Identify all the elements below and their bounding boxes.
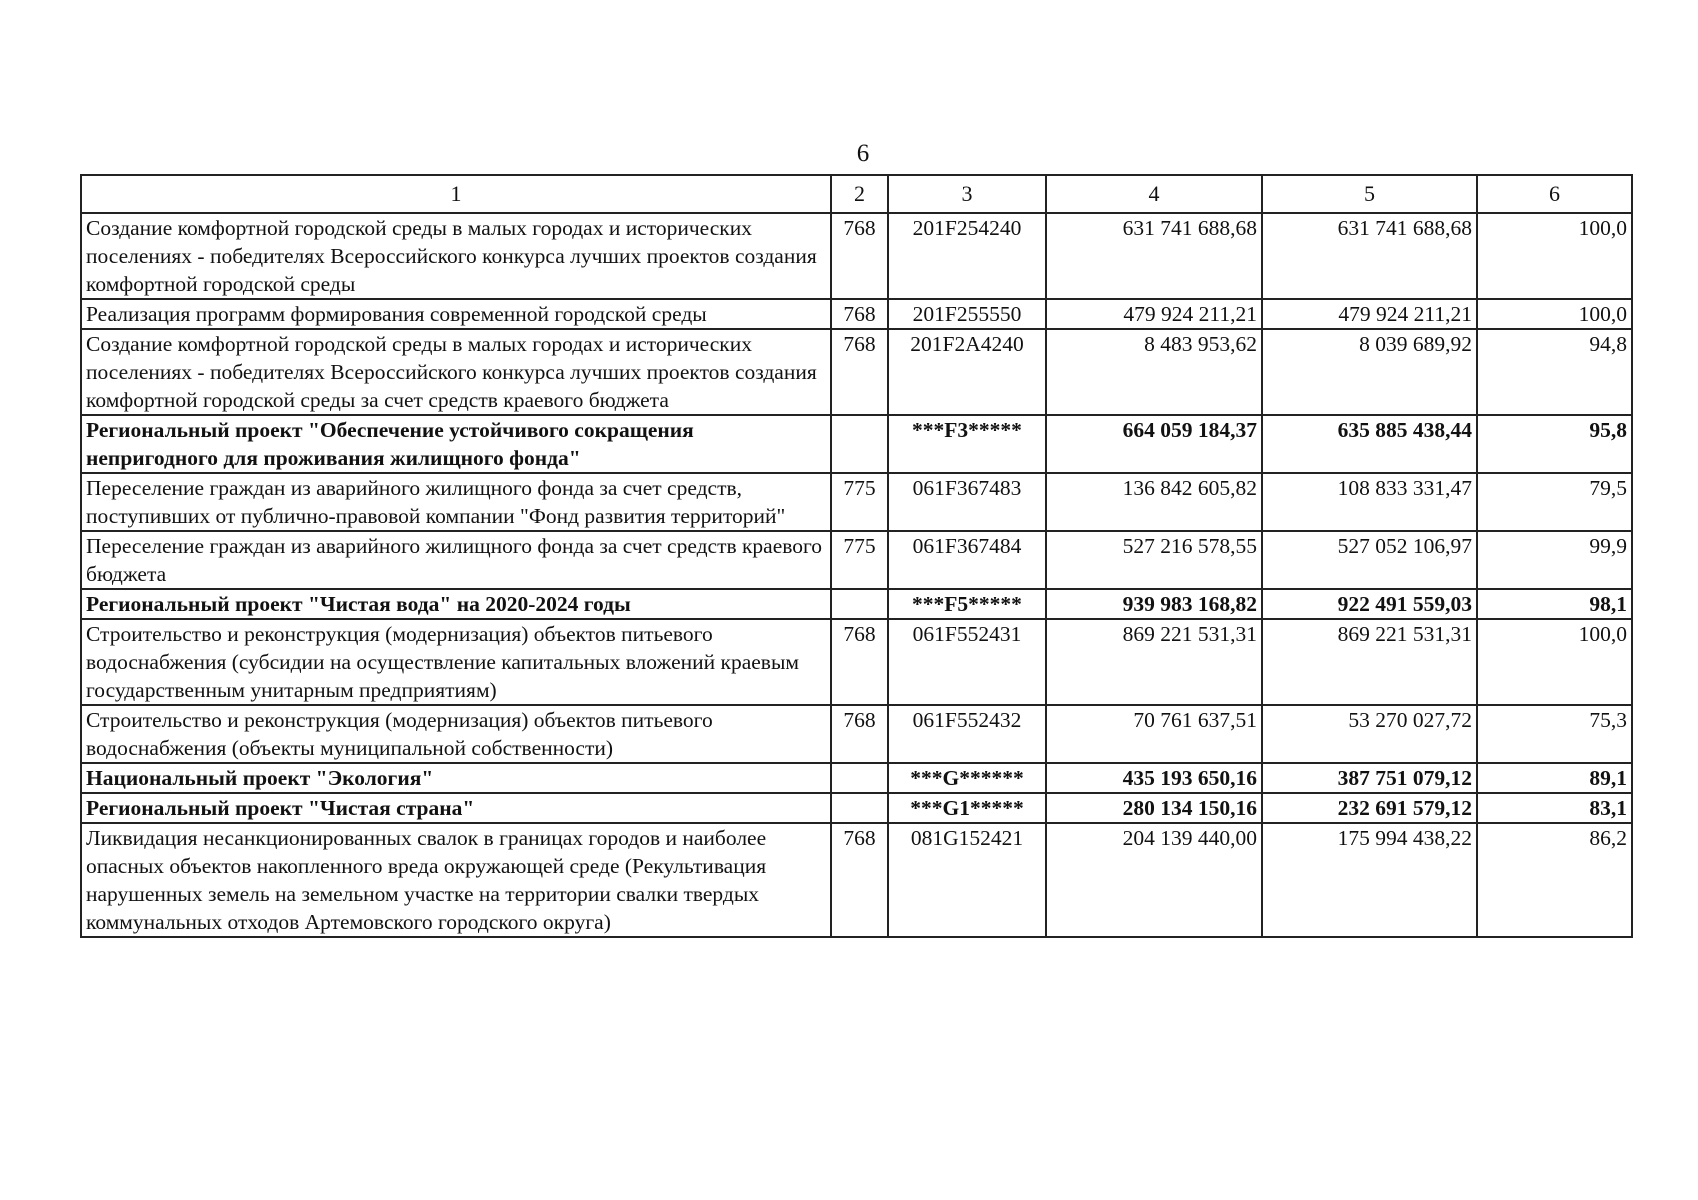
row-planned-amount: 70 761 637,51: [1046, 705, 1262, 763]
row-target-code: ***G1*****: [888, 793, 1046, 823]
header-col-2: 2: [831, 175, 888, 213]
row-planned-amount: 204 139 440,00: [1046, 823, 1262, 937]
row-percent: 86,2: [1477, 823, 1632, 937]
row-name: Региональный проект "Чистая вода" на 2020-2024 годы: [81, 589, 831, 619]
row-planned-amount: 664 059 184,37: [1046, 415, 1262, 473]
row-admin-code: 768: [831, 823, 888, 937]
row-executed-amount: 53 270 027,72: [1262, 705, 1477, 763]
header-col-1: 1: [81, 175, 831, 213]
row-percent: 100,0: [1477, 619, 1632, 705]
row-executed-amount: 635 885 438,44: [1262, 415, 1477, 473]
row-name: Региональный проект "Чистая страна": [81, 793, 831, 823]
row-target-code: ***G******: [888, 763, 1046, 793]
header-col-3: 3: [888, 175, 1046, 213]
row-target-code: ***F3*****: [888, 415, 1046, 473]
row-admin-code: 775: [831, 531, 888, 589]
row-target-code: 201F255550: [888, 299, 1046, 329]
row-executed-amount: 232 691 579,12: [1262, 793, 1477, 823]
row-planned-amount: 869 221 531,31: [1046, 619, 1262, 705]
row-target-code: ***F5*****: [888, 589, 1046, 619]
row-percent: 95,8: [1477, 415, 1632, 473]
row-executed-amount: 479 924 211,21: [1262, 299, 1477, 329]
row-percent: 94,8: [1477, 329, 1632, 415]
row-planned-amount: 435 193 650,16: [1046, 763, 1262, 793]
row-name: Создание комфортной городской среды в малых городах и исторических поселениях - победителях Всероссийского конкурса лучших проектов создания комфортной городской среды: [81, 213, 831, 299]
row-admin-code: 768: [831, 213, 888, 299]
table-row: [81, 329, 1632, 415]
row-name: Национальный проект "Экология": [81, 763, 831, 793]
table-row: [81, 705, 1632, 763]
row-target-code: 061F367483: [888, 473, 1046, 531]
table-row: [81, 823, 1632, 937]
page-number: [0, 140, 1698, 168]
header-col-5: 5: [1262, 175, 1477, 213]
row-percent: 98,1: [1477, 589, 1632, 619]
row-executed-amount: 631 741 688,68: [1262, 213, 1477, 299]
row-target-code: 061F367484: [888, 531, 1046, 589]
row-executed-amount: 869 221 531,31: [1262, 619, 1477, 705]
table-row-section: [81, 589, 1632, 619]
row-name: Реализация программ формирования современной городской среды: [81, 299, 831, 329]
row-admin-code: 775: [831, 473, 888, 531]
row-planned-amount: 136 842 605,82: [1046, 473, 1262, 531]
row-executed-amount: 527 052 106,97: [1262, 531, 1477, 589]
row-admin-code: 768: [831, 705, 888, 763]
row-admin-code: [831, 589, 888, 619]
row-percent: 83,1: [1477, 793, 1632, 823]
row-target-code: 201F254240: [888, 213, 1046, 299]
table-row-section: [81, 793, 1632, 823]
row-planned-amount: 939 983 168,82: [1046, 589, 1262, 619]
table-row: [81, 531, 1632, 589]
row-executed-amount: 922 491 559,03: [1262, 589, 1477, 619]
row-percent: 100,0: [1477, 299, 1632, 329]
row-executed-amount: 108 833 331,47: [1262, 473, 1477, 531]
row-planned-amount: 479 924 211,21: [1046, 299, 1262, 329]
row-planned-amount: 280 134 150,16: [1046, 793, 1262, 823]
row-admin-code: [831, 415, 888, 473]
row-planned-amount: 8 483 953,62: [1046, 329, 1262, 415]
budget-table: [80, 174, 1633, 938]
row-name: Ликвидация несанкционированных свалок в границах городов и наиболее опасных объектов накопленного вреда окружающей среде (Рекультивация нарушенных земель на земельном участке на территории свалки твердых коммунальных отходов Артемовского городского округа): [81, 823, 831, 937]
row-admin-code: 768: [831, 619, 888, 705]
table-row-section: [81, 415, 1632, 473]
row-planned-amount: 631 741 688,68: [1046, 213, 1262, 299]
row-target-code: 061F552431: [888, 619, 1046, 705]
row-target-code: 061F552432: [888, 705, 1046, 763]
row-admin-code: 768: [831, 329, 888, 415]
row-admin-code: [831, 763, 888, 793]
row-name: Региональный проект "Обеспечение устойчивого сокращения непригодного для проживания жилищного фонда": [81, 415, 831, 473]
header-row: [81, 175, 1632, 213]
row-admin-code: 768: [831, 299, 888, 329]
row-name: Переселение граждан из аварийного жилищного фонда за счет средств, поступивших от публично-правовой компании "Фонд развития территорий": [81, 473, 831, 531]
row-percent: 100,0: [1477, 213, 1632, 299]
row-executed-amount: 8 039 689,92: [1262, 329, 1477, 415]
row-name: Переселение граждан из аварийного жилищного фонда за счет средств краевого бюджета: [81, 531, 831, 589]
row-target-code: 201F2A4240: [888, 329, 1046, 415]
row-name: Строительство и реконструкция (модернизация) объектов питьевого водоснабжения (объекты муниципальной собственности): [81, 705, 831, 763]
row-name: Строительство и реконструкция (модернизация) объектов питьевого водоснабжения (субсидии на осуществление капитальных вложений краевым государственным унитарным предприятиям): [81, 619, 831, 705]
table-row: [81, 213, 1632, 299]
row-executed-amount: 387 751 079,12: [1262, 763, 1477, 793]
row-percent: 99,9: [1477, 531, 1632, 589]
table-row-section: [81, 763, 1632, 793]
table-row: [81, 299, 1632, 329]
header-col-6: 6: [1477, 175, 1632, 213]
row-percent: 89,1: [1477, 763, 1632, 793]
row-percent: 79,5: [1477, 473, 1632, 531]
row-admin-code: [831, 793, 888, 823]
row-name: Создание комфортной городской среды в малых городах и исторических поселениях - победителях Всероссийского конкурса лучших проектов создания комфортной городской среды за счет средств краевого бюджета: [81, 329, 831, 415]
row-percent: 75,3: [1477, 705, 1632, 763]
header-col-4: 4: [1046, 175, 1262, 213]
page-number-text: 6: [856, 140, 870, 167]
table-row: [81, 473, 1632, 531]
row-target-code: 081G152421: [888, 823, 1046, 937]
row-executed-amount: 175 994 438,22: [1262, 823, 1477, 937]
row-planned-amount: 527 216 578,55: [1046, 531, 1262, 589]
table-row: [81, 619, 1632, 705]
